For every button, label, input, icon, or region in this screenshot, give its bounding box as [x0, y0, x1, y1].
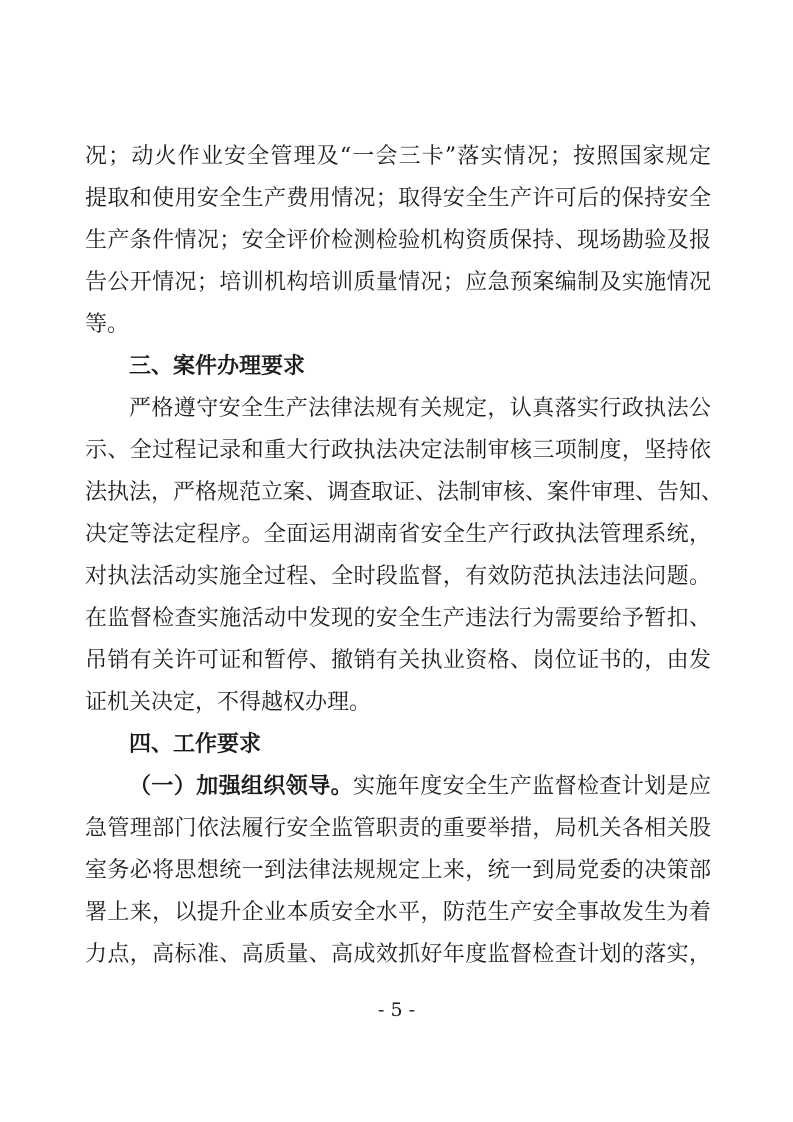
body-line: 告公开情况；培训机构培训质量情况；应急预案编制及实施情况	[85, 270, 711, 295]
body-line: 生产条件情况；安全评价检测检验机构资质保持、现场勘验及报	[85, 228, 711, 253]
body-line: 对执法活动实施全过程、全时段监督，有效防范执法违法问题。	[85, 564, 711, 589]
body-line: 决定等法定程序。全面运用湖南省安全生产行政执法管理系统，	[85, 522, 711, 547]
body-line: 在监督检查实施活动中发现的安全生产违法行为需要给予暂扣、	[85, 606, 711, 631]
body-line: 严格遵守安全生产法律法规有关规定，认真落实行政执法公	[129, 396, 711, 421]
body-line: 署上来，以提升企业本质安全水平，防范生产安全事故发生为着	[85, 900, 711, 925]
body-line: 法执法，严格规范立案、调查取证、法制审核、案件审理、告知、	[85, 480, 724, 505]
body-line: 吊销有关许可证和暂停、撤销有关执业资格、岗位证书的，由发	[85, 648, 711, 673]
body-line: 急管理部门依法履行安全监管职责的重要举措，局机关各相关股	[85, 816, 711, 841]
body-line: 况；动火作业安全管理及“一会三卡”落实情况；按照国家规定	[85, 144, 711, 169]
body-line-text: 实施年度安全生产监督检查计划是应	[353, 774, 711, 799]
section-heading-4: 四、工作要求	[129, 732, 262, 757]
body-line: 证机关决定，不得越权办理。	[85, 690, 372, 715]
body-line: 力点，高标准、高质量、高成效抓好年度监督检查计划的落实，	[85, 942, 711, 967]
body-line: 等。	[85, 312, 130, 337]
body-line	[85, 766, 711, 808]
section-heading-3: 三、案件办理要求	[129, 354, 306, 379]
body-line: 室务必将思想统一到法律法规规定上来，统一到局党委的决策部	[85, 858, 711, 883]
document-body	[85, 136, 724, 976]
body-line: 示、全过程记录和重大行政执法决定法制审核三项制度，坚持依	[85, 438, 711, 463]
subitem-lead-bold: （一）加强组织领导。	[129, 774, 353, 799]
body-line: 提取和使用安全生产费用情况；取得安全生产许可后的保持安全	[85, 186, 711, 211]
page-number: - 5 -	[377, 999, 415, 1021]
